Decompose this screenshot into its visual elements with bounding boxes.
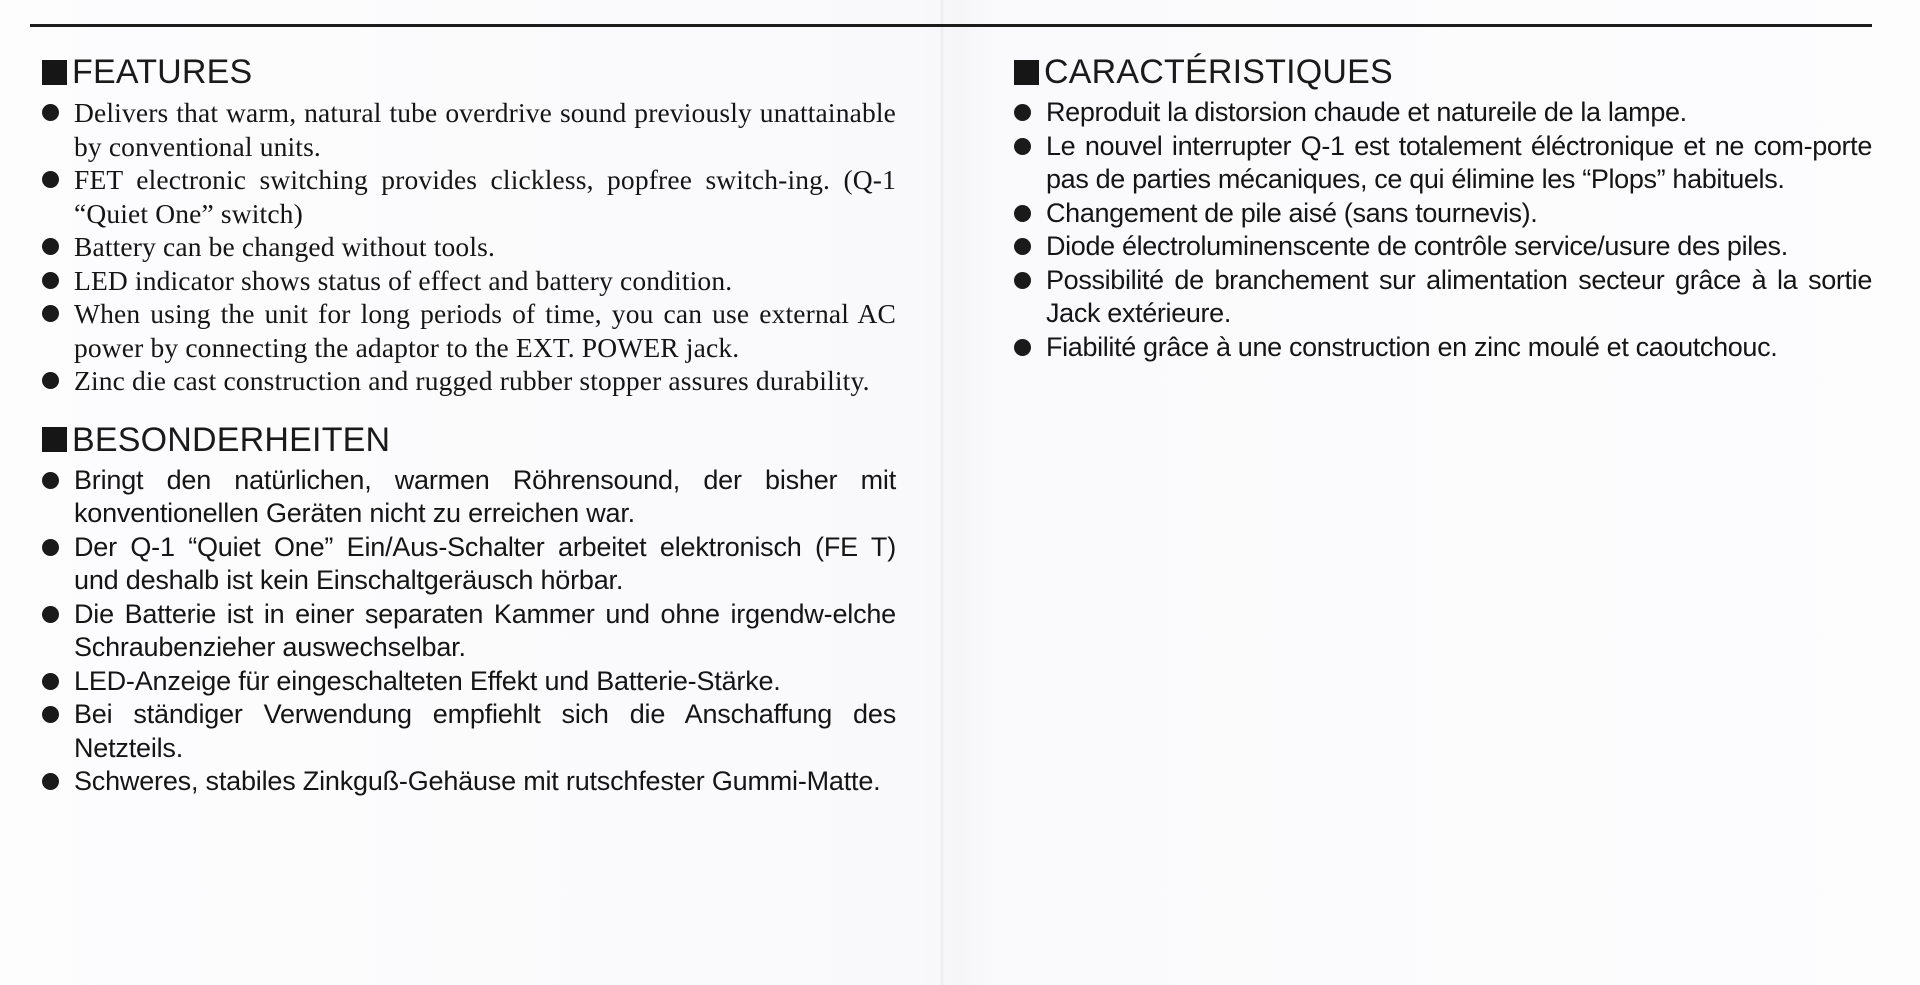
- square-bullet-icon: [1014, 60, 1039, 85]
- bullet-icon: [1014, 104, 1031, 121]
- square-bullet-icon: [42, 427, 67, 452]
- list-item-text: Changement de pile aisé (sans tournevis).: [1046, 197, 1538, 228]
- list-item: [40, 464, 896, 531]
- square-bullet-icon: [42, 60, 67, 85]
- caracteristiques-heading-text: CARACTÉRISTIQUES: [1044, 53, 1393, 91]
- bullet-icon: [1014, 339, 1031, 356]
- bullet-icon: [42, 773, 59, 790]
- list-item-text: When using the unit for long periods of time, you can use external AC power by connecting the adaptor to the EXT. POWER jack.: [74, 298, 896, 363]
- list-item-text: Die Batterie ist in einer separaten Kammer und ohne irgendw-elche Schraubenzieher auswechselbar.: [74, 598, 896, 662]
- besonderheiten-list: [40, 464, 896, 799]
- bullet-icon: [1014, 205, 1031, 222]
- list-item-text: FET electronic switching provides clickless, popfree switch-ing. (Q-1 “Quiet One” switch): [74, 164, 896, 229]
- list-item-text: Diode électroluminenscente de contrôle service/usure des piles.: [1046, 231, 1788, 261]
- list-item-text: Zinc die cast construction and rugged rubber stopper assures durability.: [74, 365, 870, 396]
- list-item: [1012, 197, 1872, 231]
- list-item: [40, 698, 896, 765]
- top-rule: [30, 24, 1872, 27]
- bullet-icon: [1014, 138, 1031, 155]
- list-item: [40, 96, 896, 163]
- list-item-text: Reproduit la distorsion chaude et natureile de la lampe.: [1046, 97, 1687, 127]
- bullet-icon: [42, 706, 59, 723]
- list-item: [1012, 264, 1872, 331]
- bullet-icon: [42, 238, 59, 255]
- bullet-icon: [42, 272, 59, 289]
- list-item-text: Bei ständiger Verwendung empfiehlt sich die Anschaffung des Netzteils.: [74, 699, 896, 763]
- caracteristiques-section: [1012, 52, 1872, 364]
- list-item: [40, 297, 896, 364]
- bullet-icon: [42, 305, 59, 322]
- list-item: [40, 163, 896, 230]
- besonderheiten-section: [40, 420, 896, 799]
- bullet-icon: [42, 372, 59, 389]
- list-item: [40, 665, 896, 699]
- bullet-icon: [42, 539, 59, 556]
- list-item: [40, 765, 896, 799]
- features-heading-text: FEATURES: [72, 53, 253, 91]
- list-item-text: Schweres, stabiles Zinkguß-Gehäuse mit rutschfester Gummi-Matte.: [74, 766, 881, 796]
- list-item-text: Der Q-1 “Quiet One” Ein/Aus-Schalter arbeitet elektronisch (FE T) und deshalb ist kein Einschaltgeräusch hörbar.: [74, 531, 896, 595]
- bullet-icon: [42, 104, 59, 121]
- list-item: [40, 531, 896, 598]
- besonderheiten-heading-text: BESONDERHEITEN: [72, 420, 391, 459]
- features-heading: [40, 52, 896, 92]
- list-item-text: Bringt den natürlichen, warmen Röhrensound, der bisher mit konventionellen Geräten nicht zu erreichen war.: [74, 464, 896, 528]
- bullet-icon: [42, 171, 59, 188]
- caracteristiques-heading: [1012, 52, 1872, 92]
- bullet-icon: [1014, 238, 1031, 255]
- bullet-icon: [1014, 272, 1031, 289]
- bullet-icon: [42, 673, 59, 690]
- list-item-text: LED indicator shows status of effect and battery condition.: [74, 264, 733, 296]
- list-item: [40, 264, 896, 298]
- list-item: [1012, 96, 1872, 130]
- list-item: [1012, 230, 1872, 264]
- page-fold: [940, 0, 944, 985]
- list-item: [40, 598, 896, 665]
- list-item-text: Delivers that warm, natural tube overdrive sound previously unattainable by conventional units.: [74, 97, 896, 162]
- list-item: [1012, 331, 1872, 365]
- left-column: [40, 52, 896, 821]
- list-item: [1012, 130, 1872, 197]
- features-section: [40, 52, 896, 398]
- list-item: [40, 364, 896, 398]
- features-list: [40, 96, 896, 398]
- besonderheiten-heading: [40, 420, 896, 460]
- list-item-text: Fiabilité grâce à une construction en zinc moulé et caoutchouc.: [1046, 331, 1778, 362]
- list-item-text: Battery can be changed without tools.: [74, 231, 495, 262]
- list-item-text: Le nouvel interrupter Q-1 est totalement éléctronique et ne com-porte pas de parties mécaniques, ce qui élimine les “Plops” habituels.: [1046, 130, 1872, 194]
- list-item-text: Possibilité de branchement sur alimentation secteur grâce à la sortie Jack extérieure.: [1046, 264, 1872, 328]
- list-item-text: LED-Anzeige für eingeschalteten Effekt und Batterie-Stärke.: [74, 665, 781, 696]
- bullet-icon: [42, 606, 59, 623]
- list-item: [40, 230, 896, 264]
- caracteristiques-list: [1012, 96, 1872, 364]
- right-column: [1012, 52, 1872, 386]
- bullet-icon: [42, 472, 59, 489]
